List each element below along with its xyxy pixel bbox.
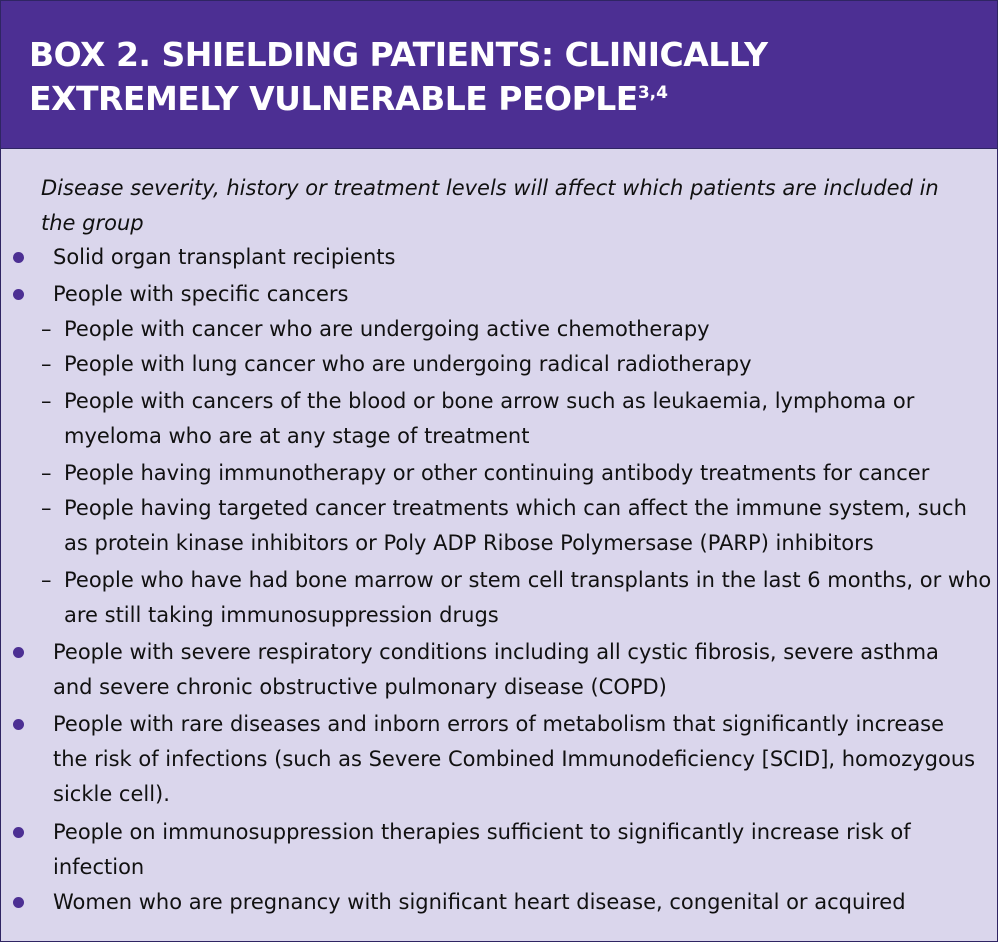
bullet-icon	[13, 827, 24, 838]
sub-list-item-text: People having immunotherapy or other continuing antibody treatments for cancer	[64, 461, 930, 485]
list-item-text: People with specific cancers	[53, 282, 349, 306]
list-item-text: Solid organ transplant recipients	[53, 245, 396, 269]
sub-list-item-text: People with lung cancer who are undergoing radical radiotherapy	[64, 352, 752, 376]
dash-marker: –	[41, 568, 52, 592]
bullet-icon	[13, 289, 24, 300]
dash-marker: –	[41, 461, 52, 485]
sub-list-item-text: People who have had bone marrow or stem cell transplants in the last 6 months, or who are still taking immunosuppression drugs	[64, 568, 992, 627]
dash-marker: –	[41, 389, 52, 413]
bullet-icon	[13, 719, 24, 730]
list-item-text: People with severe respiratory conditions including all cystic fibrosis, severe asthma and severe chronic obstructive pulmonary disease (COPD)	[53, 640, 939, 699]
intro-note: Disease severity, history or treatment levels will affect which patients are included in the group	[41, 176, 939, 235]
sub-list-item-text: People with cancer who are undergoing active chemotherapy	[64, 317, 710, 341]
dash-marker: –	[41, 317, 52, 341]
box-content	[1, 151, 997, 941]
bullet-icon	[13, 647, 24, 658]
box-title	[29, 33, 969, 121]
list-item-text: Women who are pregnancy with significant heart disease, congenital or acquired	[53, 890, 906, 914]
sub-list-item-text: People having targeted cancer treatments which can affect the immune system, such as protein kinase inhibitors or Poly ADP Ribose Polymersase (PARP) inhibitors	[64, 496, 967, 555]
sub-list-item-text: People with cancers of the blood or bone arrow such as leukaemia, lymphoma or myeloma who are at any stage of treatment	[64, 389, 915, 448]
bullet-icon	[13, 897, 24, 908]
title-reference-superscript: 3,4	[637, 83, 668, 103]
box-header	[1, 1, 997, 149]
box-title-text: BOX 2. SHIELDING PATIENTS: CLINICALLY EXTREMELY VULNERABLE PEOPLE	[29, 35, 768, 118]
bullet-icon	[13, 252, 24, 263]
dash-marker: –	[41, 352, 52, 376]
list-item-text: People on immunosuppression therapies sufficient to significantly increase risk of infection	[53, 820, 911, 879]
dash-marker: –	[41, 496, 52, 520]
list-item-text: People with rare diseases and inborn errors of metabolism that significantly increase the risk of infections (such as Severe Combined Immunodeficiency [SCID], homozygous sickle cell).	[53, 712, 976, 806]
